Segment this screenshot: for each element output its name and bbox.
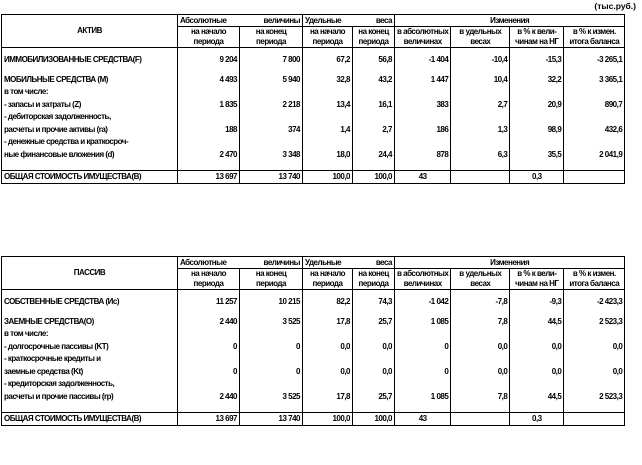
total-value xyxy=(451,170,510,183)
cell-value xyxy=(353,329,395,338)
cell-value: 67,2 xyxy=(303,47,353,71)
cell-value xyxy=(510,87,564,96)
cell-value: 0,0 xyxy=(510,363,564,379)
liability-balance-table: ПАССИВ Абсолютные величины Удельные веса Изменения на начало на конец на начало на конец в абсолютных в удельных в % к вели- в % к измен. периода периода периода периода величинах весах чинам на НГ итога баланса СОБСТВЕННЫЕ СРЕДСТВА (Ис) 11 257 10 215 82,2 74,3 -1 042 -7,8 -9,3 -2 423,3 ЗАЕМНЫЕ СРЕДСТВА(O) 2 440 3 525 17,8 25,7 1 085 7,8 44,5 2 523,3 в том числе: - долгосрочные пассивы (KT) 0 0 0,0 0,0 0 0,0 0,0 0,0 - краткосрочные кредиты и заемные средства (Kt) 0 0 0,0 0,0 0 0,0 0,0 0,0 - кредиторская задолженность, расчеты и прочие пассивы (rp) 2 440 3 525 17,8 25,7 1 085 7,8 44,5 2 523,3 ОБЩАЯ СТОИМОСТЬ ИМУЩЕСТВА(B) 13 697 13 740 100,0 100,0 43 0,3 xyxy=(1,256,625,426)
cell-value: -1 042 xyxy=(395,289,451,313)
cell-value xyxy=(510,379,564,388)
table-row xyxy=(2,338,625,354)
col-end: на конец xyxy=(240,27,303,37)
cell-value: 0 xyxy=(178,363,240,379)
row-label: - долгосрочные пассивы (KT) xyxy=(2,338,178,354)
cell-value: 2,7 xyxy=(451,96,510,112)
total-value: 13 740 xyxy=(240,170,303,183)
cell-value xyxy=(564,87,625,96)
col-ud-end: на конец xyxy=(353,27,395,37)
cell-value xyxy=(451,137,510,146)
cell-value: 188 xyxy=(178,121,240,137)
cell-value: 74,3 xyxy=(353,289,395,313)
changes-header: Изменения xyxy=(395,257,625,269)
row-label: расчеты и прочие пассивы (rp) xyxy=(2,388,178,404)
row-label: в том числе: xyxy=(2,329,178,338)
cell-value: 44,5 xyxy=(510,388,564,404)
cell-value xyxy=(303,354,353,363)
cell-value: 1 835 xyxy=(178,96,240,112)
cell-value: 10,4 xyxy=(451,71,510,87)
cell-value: 6,3 xyxy=(451,146,510,162)
col-ch-bal: в % к измен. xyxy=(564,269,625,279)
row-label: заемные средства (Kt) xyxy=(2,363,178,379)
table-row xyxy=(2,96,625,112)
cell-value xyxy=(395,354,451,363)
abs-values-header: Абсолютные величины xyxy=(178,15,303,27)
cell-value: 82,2 xyxy=(303,289,353,313)
cell-value: 0,0 xyxy=(510,338,564,354)
table-row xyxy=(2,121,625,137)
cell-value: 2 041,9 xyxy=(564,146,625,162)
col-ch-ud: в удельных xyxy=(451,269,510,279)
cell-value xyxy=(451,112,510,121)
cell-value: -7,8 xyxy=(451,289,510,313)
table-row-label xyxy=(2,379,625,388)
table-row xyxy=(2,363,625,379)
cell-value: 3 525 xyxy=(240,388,303,404)
total-value: 100,0 xyxy=(303,170,353,183)
cell-value: 32,8 xyxy=(303,71,353,87)
cell-value: 25,7 xyxy=(353,388,395,404)
total-value xyxy=(564,170,625,183)
col-ud-end: на конец xyxy=(353,269,395,279)
cell-value: 2,7 xyxy=(353,121,395,137)
row-label: - кредиторская задолженность, xyxy=(2,379,178,388)
cell-value: -15,3 xyxy=(510,47,564,71)
abs-values-header: Абсолютные величины xyxy=(178,257,303,269)
row-label: - запасы и затраты (Z) xyxy=(2,96,178,112)
total-value: 100,0 xyxy=(353,170,395,183)
cell-value: 0 xyxy=(395,338,451,354)
row-label: ные финансовые вложения (d) xyxy=(2,146,178,162)
cell-value: 17,8 xyxy=(303,388,353,404)
cell-value: 20,9 xyxy=(510,96,564,112)
cell-value: -1 404 xyxy=(395,47,451,71)
spacer-row xyxy=(2,404,625,412)
cell-value xyxy=(240,87,303,96)
total-value: 100,0 xyxy=(303,412,353,425)
cell-value: 2 523,3 xyxy=(564,388,625,404)
cell-value xyxy=(303,137,353,146)
cell-value: 1,3 xyxy=(451,121,510,137)
cell-value: 0 xyxy=(240,363,303,379)
cell-value: 2 470 xyxy=(178,146,240,162)
total-value: 13 740 xyxy=(240,412,303,425)
col-ch-bal: в % к измен. xyxy=(564,27,625,37)
cell-value: 2 218 xyxy=(240,96,303,112)
cell-value xyxy=(178,112,240,121)
row-label: - краткосрочные кредиты и xyxy=(2,354,178,363)
cell-value xyxy=(240,112,303,121)
col-ch-ud: в удельных xyxy=(451,27,510,37)
cell-value xyxy=(353,112,395,121)
cell-value xyxy=(564,137,625,146)
cell-value: 2 440 xyxy=(178,388,240,404)
cell-value: 383 xyxy=(395,96,451,112)
cell-value: 0,0 xyxy=(451,363,510,379)
changes-header: Изменения xyxy=(395,15,625,27)
row-label: расчеты и прочие активы (ra) xyxy=(2,121,178,137)
cell-value xyxy=(240,137,303,146)
col-ud-start: на начало xyxy=(303,269,353,279)
cell-value xyxy=(564,112,625,121)
col-start: на начало xyxy=(178,27,240,37)
table-row-label xyxy=(2,87,625,96)
cell-value: 0,0 xyxy=(564,338,625,354)
cell-value xyxy=(178,354,240,363)
table-row xyxy=(2,47,625,71)
cell-value: 0,0 xyxy=(303,338,353,354)
total-value: 13 697 xyxy=(178,412,240,425)
col-ud-start: на начало xyxy=(303,27,353,37)
total-value xyxy=(564,412,625,425)
cell-value: 0,0 xyxy=(564,363,625,379)
cell-value xyxy=(303,329,353,338)
table-row-label xyxy=(2,137,625,146)
cell-value: 0,0 xyxy=(451,338,510,354)
cell-value: 1,4 xyxy=(303,121,353,137)
cell-value: 16,1 xyxy=(353,96,395,112)
cell-value xyxy=(353,137,395,146)
cell-value: 878 xyxy=(395,146,451,162)
total-label: ОБЩАЯ СТОИМОСТЬ ИМУЩЕСТВА(B) xyxy=(2,170,178,183)
cell-value xyxy=(303,87,353,96)
cell-value xyxy=(510,137,564,146)
row-label: ЗАЕМНЫЕ СРЕДСТВА(O) xyxy=(2,313,178,329)
cell-value: 186 xyxy=(395,121,451,137)
col-ch-pct: в % к вели- xyxy=(510,269,564,279)
cell-value xyxy=(353,379,395,388)
cell-value: 17,8 xyxy=(303,313,353,329)
cell-value: 98,9 xyxy=(510,121,564,137)
cell-value: 4 493 xyxy=(178,71,240,87)
cell-value: 2 440 xyxy=(178,313,240,329)
cell-value: 13,4 xyxy=(303,96,353,112)
col-ch-abs: в абсолютных xyxy=(395,269,451,279)
total-value xyxy=(451,412,510,425)
cell-value: 24,4 xyxy=(353,146,395,162)
cell-value xyxy=(240,354,303,363)
liability-title: ПАССИВ xyxy=(2,257,178,290)
cell-value xyxy=(240,329,303,338)
cell-value xyxy=(510,112,564,121)
cell-value xyxy=(353,87,395,96)
cell-value: -3 265,1 xyxy=(564,47,625,71)
cell-value xyxy=(395,137,451,146)
cell-value: 0 xyxy=(395,363,451,379)
cell-value xyxy=(564,329,625,338)
cell-value xyxy=(178,87,240,96)
cell-value: 35,5 xyxy=(510,146,564,162)
cell-value: 1 085 xyxy=(395,388,451,404)
total-value: 13 697 xyxy=(178,170,240,183)
col-end: на конец xyxy=(240,269,303,279)
cell-value: 43,2 xyxy=(353,71,395,87)
cell-value: 3 365,1 xyxy=(564,71,625,87)
cell-value: 18,0 xyxy=(303,146,353,162)
table-row-label xyxy=(2,112,625,121)
asset-title: АКТИВ xyxy=(2,15,178,48)
cell-value xyxy=(178,137,240,146)
cell-value: 1 447 xyxy=(395,71,451,87)
cell-value: 2 523,3 xyxy=(564,313,625,329)
row-label: - денежные средства и краткосроч- xyxy=(2,137,178,146)
cell-value: 32,2 xyxy=(510,71,564,87)
total-label: ОБЩАЯ СТОИМОСТЬ ИМУЩЕСТВА(B) xyxy=(2,412,178,425)
row-label: ИММОБИЛИЗОВАННЫЕ СРЕДСТВА(F) xyxy=(2,47,178,71)
cell-value xyxy=(510,354,564,363)
cell-value xyxy=(451,354,510,363)
cell-value: 3 348 xyxy=(240,146,303,162)
cell-value: 0,0 xyxy=(303,363,353,379)
row-label: МОБИЛЬНЫЕ СРЕДСТВА (M) xyxy=(2,71,178,87)
table-row xyxy=(2,313,625,329)
cell-value: -10,4 xyxy=(451,47,510,71)
cell-value xyxy=(178,379,240,388)
cell-value xyxy=(395,379,451,388)
cell-value: 44,5 xyxy=(510,313,564,329)
col-start: на начало xyxy=(178,269,240,279)
row-label: СОБСТВЕННЫЕ СРЕДСТВА (Ис) xyxy=(2,289,178,313)
cell-value: 0 xyxy=(240,338,303,354)
col-ch-abs: в абсолютных xyxy=(395,27,451,37)
cell-value: 0,0 xyxy=(353,338,395,354)
cell-value xyxy=(303,379,353,388)
cell-value: 10 215 xyxy=(240,289,303,313)
cell-value xyxy=(451,87,510,96)
total-row xyxy=(2,170,625,183)
weights-header: Удельные веса xyxy=(303,15,395,27)
total-value: 0,3 xyxy=(510,412,564,425)
total-value: 0,3 xyxy=(510,170,564,183)
cell-value: 432,6 xyxy=(564,121,625,137)
cell-value xyxy=(240,379,303,388)
cell-value: 0,0 xyxy=(353,363,395,379)
cell-value: -2 423,3 xyxy=(564,289,625,313)
total-row xyxy=(2,412,625,425)
cell-value xyxy=(564,354,625,363)
weights-header: Удельные веса xyxy=(303,257,395,269)
table-row xyxy=(2,388,625,404)
cell-value xyxy=(451,379,510,388)
table-row-label xyxy=(2,354,625,363)
cell-value xyxy=(395,87,451,96)
cell-value xyxy=(564,379,625,388)
cell-value: 5 940 xyxy=(240,71,303,87)
col-ch-pct: в % к вели- xyxy=(510,27,564,37)
cell-value: 7,8 xyxy=(451,388,510,404)
cell-value: 1 085 xyxy=(395,313,451,329)
cell-value: 374 xyxy=(240,121,303,137)
cell-value: 7,8 xyxy=(451,313,510,329)
table-row xyxy=(2,146,625,162)
cell-value xyxy=(451,329,510,338)
total-value: 43 xyxy=(395,412,451,425)
row-label: - дебиторская задолженность, xyxy=(2,112,178,121)
table-row xyxy=(2,289,625,313)
cell-value xyxy=(303,112,353,121)
cell-value: 25,7 xyxy=(353,313,395,329)
cell-value xyxy=(395,112,451,121)
cell-value: 3 525 xyxy=(240,313,303,329)
row-label: в том числе: xyxy=(2,87,178,96)
spacer-row xyxy=(2,162,625,170)
cell-value: 890,7 xyxy=(564,96,625,112)
unit-label: (тыс.руб.) xyxy=(594,1,636,11)
cell-value: 11 257 xyxy=(178,289,240,313)
cell-value: 7 800 xyxy=(240,47,303,71)
cell-value xyxy=(395,329,451,338)
cell-value xyxy=(510,329,564,338)
cell-value xyxy=(353,354,395,363)
total-value: 100,0 xyxy=(353,412,395,425)
total-value: 43 xyxy=(395,170,451,183)
asset-balance-table: АКТИВ Абсолютные величины Удельные веса Изменения на начало на конец на начало на конец в абсолютных в удельных в % к вели- в % к измен. периода периода периода периода величинах весах чинам на НГ итога баланса ИММОБИЛИЗОВАННЫЕ СРЕДСТВА(F) 9 204 7 800 67,2 56,8 -1 404 -10,4 -15,3 -3 265,1 МОБИЛЬНЫЕ СРЕДСТВА (M) 4 493 5 940 32,8 43,2 1 447 10,4 32,2 3 365,1 в том числе: - запасы и затраты (Z) 1 835 2 218 13,4 16,1 383 2,7 20,9 890,7 - дебиторская задолженность, расчеты и прочие активы (ra) 188 374 1,4 2,7 186 1,3 98,9 432,6 - денежные средства и краткосроч- ные финансовые вложения (d) 2 470 3 348 18,0 24,4 878 6,3 35,5 2 041,9 ОБЩАЯ СТОИМОСТЬ ИМУЩЕСТВА(B) 13 697 13 740 100,0 100,0 43 0,3 xyxy=(1,14,625,184)
table-row-label xyxy=(2,329,625,338)
cell-value: 56,8 xyxy=(353,47,395,71)
cell-value: -9,3 xyxy=(510,289,564,313)
cell-value xyxy=(178,329,240,338)
cell-value: 9 204 xyxy=(178,47,240,71)
cell-value: 0 xyxy=(178,338,240,354)
table-row xyxy=(2,71,625,87)
